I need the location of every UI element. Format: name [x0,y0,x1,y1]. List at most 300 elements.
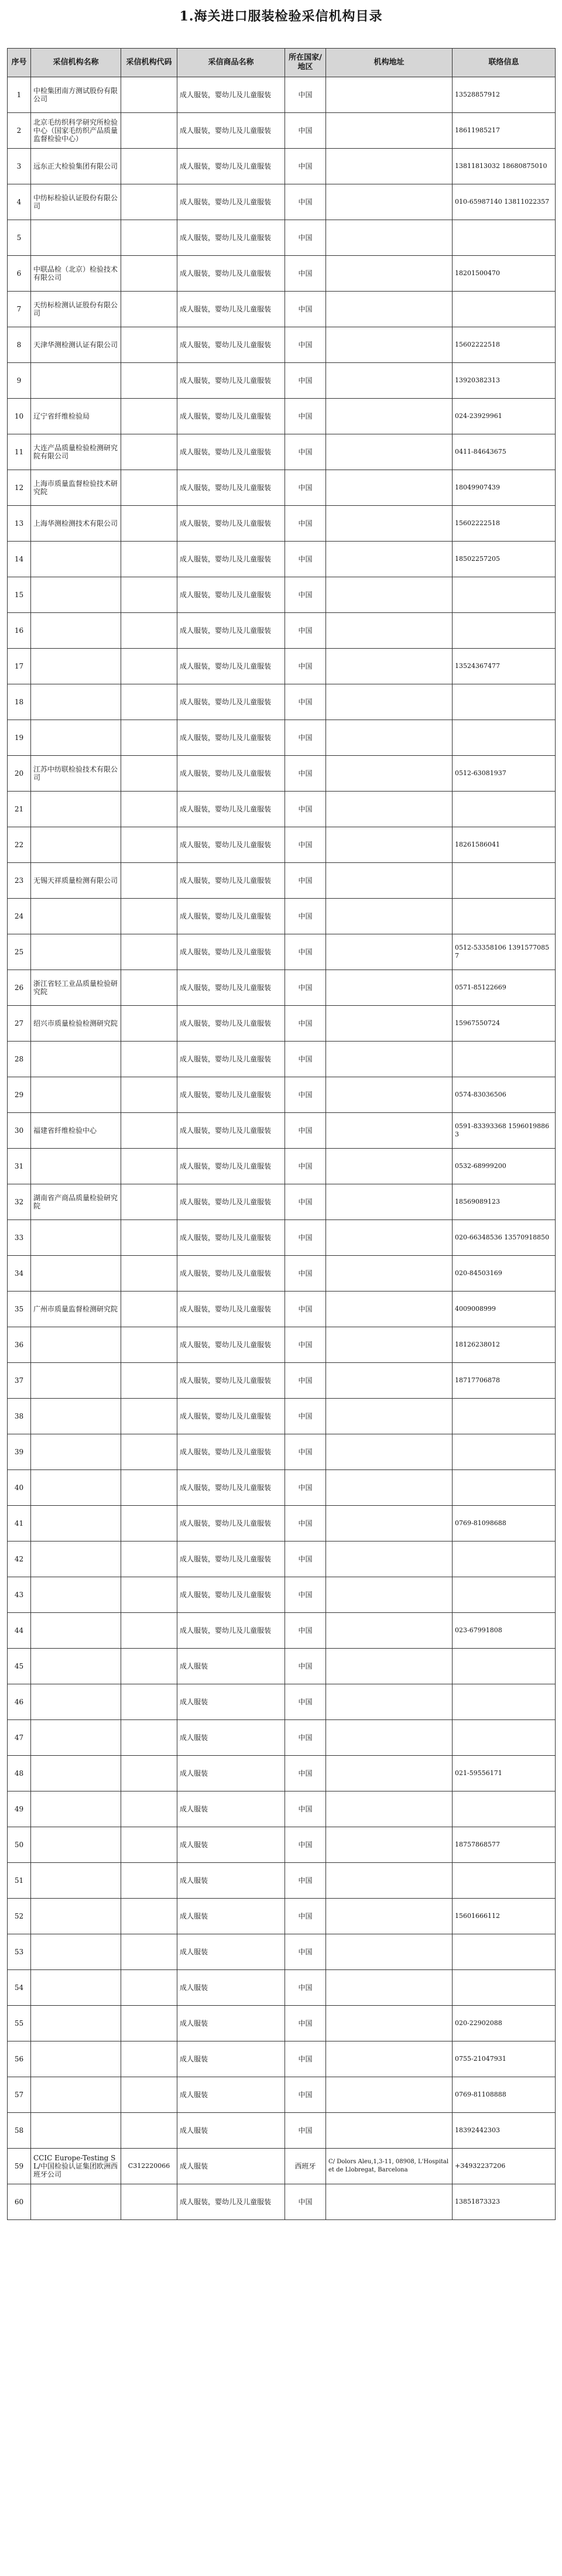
cell-address [326,1042,453,1077]
cell-goods: 成人服装，婴幼儿及儿童服装 [177,77,285,113]
cell-country: 中国 [285,1149,326,1184]
cell-contact: +34932237206 [453,2149,556,2184]
cell-country: 中国 [285,470,326,506]
cell-goods: 成人服装 [177,2113,285,2149]
cell-address [326,327,453,363]
cell-contact: 0769-81098688 [453,1506,556,1542]
cell-institution-code [121,1113,177,1149]
cell-goods: 成人服装 [177,1649,285,1684]
cell-address [326,1292,453,1327]
cell-country: 西班牙 [285,2149,326,2184]
cell-no: 30 [8,1113,31,1149]
cell-no: 25 [8,934,31,970]
cell-address [326,1542,453,1577]
cell-goods: 成人服装，婴幼儿及儿童服装 [177,1577,285,1613]
cell-no: 49 [8,1791,31,1827]
cell-institution-code [121,1363,177,1399]
cell-goods: 成人服装，婴幼儿及儿童服装 [177,1292,285,1327]
table-row [8,2149,556,2184]
cell-goods: 成人服装，婴幼儿及儿童服装 [177,792,285,827]
cell-country: 中国 [285,649,326,684]
cell-goods: 成人服装，婴幼儿及儿童服装 [177,827,285,863]
cell-institution-name [31,1970,121,2006]
cell-institution-name [31,220,121,256]
cell-goods: 成人服装 [177,2041,285,2077]
cell-no: 28 [8,1042,31,1077]
cell-institution-name [31,1470,121,1506]
cell-institution-name [31,1791,121,1827]
cell-no: 5 [8,220,31,256]
cell-goods: 成人服装，婴幼儿及儿童服装 [177,506,285,542]
cell-institution-code [121,1149,177,1184]
cell-country: 中国 [285,2041,326,2077]
table-row [8,1899,556,1934]
cell-institution-name [31,649,121,684]
cell-no: 36 [8,1327,31,1363]
cell-country: 中国 [285,970,326,1006]
cell-goods: 成人服装 [177,2149,285,2184]
cell-address [326,1399,453,1434]
cell-country: 中国 [285,756,326,792]
cell-institution-code [121,149,177,184]
cell-country: 中国 [285,149,326,184]
table-row [8,1684,556,1720]
cell-contact: 13528857912 [453,77,556,113]
cell-institution-code [121,1863,177,1899]
cell-contact: 18126238012 [453,1327,556,1363]
cell-address [326,292,453,327]
cell-institution-code [121,2113,177,2149]
cell-contact: 020-22902088 [453,2006,556,2041]
cell-no: 10 [8,399,31,434]
table-row [8,2006,556,2041]
cell-institution-name [31,1934,121,1970]
cell-no: 45 [8,1649,31,1684]
cell-institution-code [121,1006,177,1042]
cell-institution-code [121,1292,177,1327]
cell-institution-code [121,613,177,649]
cell-institution-code [121,399,177,434]
cell-address [326,2006,453,2041]
cell-contact: 15601666112 [453,1899,556,1934]
cell-address [326,613,453,649]
cell-goods: 成人服装，婴幼儿及儿童服装 [177,863,285,899]
cell-contact [453,899,556,934]
cell-country: 中国 [285,1220,326,1256]
cell-no: 41 [8,1506,31,1542]
cell-no: 29 [8,1077,31,1113]
cell-no: 43 [8,1577,31,1613]
table-row [8,792,556,827]
cell-country: 中国 [285,1470,326,1506]
document-title: 1.海关进口服装检验采信机构目录 [179,9,383,24]
cell-contact: 020-66348536 13570918850 [453,1220,556,1256]
cell-institution-name [31,2184,121,2220]
table-row [8,1006,556,1042]
cell-institution-name: 中检集团南方测试股份有限公司 [31,77,121,113]
cell-contact: 0512-53358106 13915770857 [453,934,556,970]
cell-institution-code [121,1077,177,1113]
cell-institution-code [121,2077,177,2113]
cell-institution-name [31,1684,121,1720]
cell-institution-name [31,1613,121,1649]
cell-goods: 成人服装，婴幼儿及儿童服装 [177,1363,285,1399]
cell-institution-name [31,1720,121,1756]
cell-contact [453,1042,556,1077]
cell-goods: 成人服装 [177,1863,285,1899]
cell-institution-code [121,1220,177,1256]
cell-institution-name [31,1542,121,1577]
cell-institution-name: 上海市质量监督检验技术研究院 [31,470,121,506]
cell-address [326,220,453,256]
cell-address [326,684,453,720]
cell-institution-name [31,363,121,399]
cell-institution-code [121,327,177,363]
cell-contact: 18502257205 [453,542,556,577]
table-body [8,77,556,2220]
cell-no: 4 [8,184,31,220]
cell-institution-code [121,1042,177,1077]
cell-contact [453,577,556,613]
cell-institution-code [121,792,177,827]
cell-no: 33 [8,1220,31,1256]
cell-address [326,1077,453,1113]
cell-institution-code [121,1256,177,1292]
header-cell-name: 采信机构名称 [31,49,121,77]
table-row [8,1791,556,1827]
cell-no: 57 [8,2077,31,2113]
cell-country: 中国 [285,1506,326,1542]
header-cell-country: 所在国家/地区 [285,49,326,77]
cell-no: 19 [8,720,31,756]
cell-address [326,399,453,434]
cell-institution-code [121,1791,177,1827]
cell-institution-code [121,542,177,577]
cell-address [326,1327,453,1363]
table-row [8,220,556,256]
cell-institution-name [31,1363,121,1399]
cell-goods: 成人服装 [177,1899,285,1934]
cell-no: 56 [8,2041,31,2077]
cell-contact: 18201500470 [453,256,556,292]
cell-no: 16 [8,613,31,649]
cell-goods: 成人服装，婴幼儿及儿童服装 [177,970,285,1006]
header-cell-address: 机构地址 [326,49,453,77]
cell-goods: 成人服装，婴幼儿及儿童服装 [177,327,285,363]
cell-institution-code [121,863,177,899]
cell-address [326,1006,453,1042]
cell-no: 26 [8,970,31,1006]
cell-contact [453,720,556,756]
cell-contact: 18049907439 [453,470,556,506]
cell-institution-name [31,577,121,613]
cell-contact [453,613,556,649]
cell-country: 中国 [285,113,326,149]
cell-address [326,2113,453,2149]
cell-address [326,470,453,506]
cell-institution-code [121,506,177,542]
table-row [8,542,556,577]
cell-contact: 13811813032 18680875010 [453,149,556,184]
cell-contact: 024-23929961 [453,399,556,434]
cell-goods: 成人服装，婴幼儿及儿童服装 [177,542,285,577]
cell-country: 中国 [285,1363,326,1399]
cell-no: 58 [8,2113,31,2149]
cell-goods: 成人服装，婴幼儿及儿童服装 [177,756,285,792]
cell-institution-name [31,1399,121,1434]
cell-institution-code [121,256,177,292]
cell-no: 22 [8,827,31,863]
cell-contact: 0574-83036506 [453,1077,556,1113]
header-cell-no: 序号 [8,49,31,77]
cell-goods: 成人服装，婴幼儿及儿童服装 [177,1613,285,1649]
table-row [8,1077,556,1113]
cell-no: 34 [8,1256,31,1292]
table-row [8,363,556,399]
cell-institution-code [121,1827,177,1863]
cell-country: 中国 [285,542,326,577]
cell-address [326,934,453,970]
table-row [8,2113,556,2149]
cell-country: 中国 [285,1042,326,1077]
table-row [8,1649,556,1684]
table-row [8,1506,556,1542]
cell-country: 中国 [285,1934,326,1970]
cell-country: 中国 [285,684,326,720]
cell-country: 中国 [285,934,326,970]
cell-institution-code [121,470,177,506]
cell-goods: 成人服装，婴幼儿及儿童服装 [177,1470,285,1506]
cell-no: 39 [8,1434,31,1470]
cell-address [326,1863,453,1899]
cell-institution-code [121,363,177,399]
cell-goods: 成人服装，婴幼儿及儿童服装 [177,720,285,756]
cell-no: 35 [8,1292,31,1327]
cell-institution-name [31,613,121,649]
cell-institution-name [31,1756,121,1791]
cell-address [326,1613,453,1649]
table-header [8,49,556,77]
cell-country: 中国 [285,1292,326,1327]
table-row [8,1934,556,1970]
cell-no: 48 [8,1756,31,1791]
cell-no: 38 [8,1399,31,1434]
cell-country: 中国 [285,792,326,827]
cell-institution-code [121,220,177,256]
cell-goods: 成人服装，婴幼儿及儿童服装 [177,1077,285,1113]
cell-address [326,2077,453,2113]
table-row [8,684,556,720]
cell-contact: 0769-81108888 [453,2077,556,2113]
cell-institution-code [121,1756,177,1791]
cell-institution-code [121,1613,177,1649]
table-row [8,256,556,292]
cell-institution-code [121,1649,177,1684]
cell-country: 中国 [285,184,326,220]
cell-goods: 成人服装 [177,1827,285,1863]
cell-contact [453,1863,556,1899]
cell-address [326,1899,453,1934]
cell-contact [453,684,556,720]
cell-contact: 18392442303 [453,2113,556,2149]
cell-institution-code [121,1542,177,1577]
table-row [8,184,556,220]
cell-country: 中国 [285,327,326,363]
cell-address [326,649,453,684]
cell-institution-name [31,827,121,863]
cell-institution-code [121,577,177,613]
cell-no: 6 [8,256,31,292]
cell-institution-code [121,649,177,684]
cell-institution-code [121,1506,177,1542]
cell-country: 中国 [285,506,326,542]
cell-goods: 成人服装 [177,1720,285,1756]
table-row [8,1970,556,2006]
cell-address [326,1149,453,1184]
table-row [8,292,556,327]
cell-contact: 0755-21047931 [453,2041,556,2077]
cell-institution-code [121,1899,177,1934]
table-row [8,1292,556,1327]
cell-address [326,184,453,220]
cell-institution-code [121,1970,177,2006]
table-row [8,2077,556,2113]
cell-contact: 023-67991808 [453,1613,556,1649]
cell-institution-name [31,1042,121,1077]
cell-contact [453,292,556,327]
cell-country: 中国 [285,1006,326,1042]
cell-contact: 13920382313 [453,363,556,399]
table-row [8,970,556,1006]
table-row [8,899,556,934]
table-row [8,1399,556,1434]
cell-goods: 成人服装，婴幼儿及儿童服装 [177,934,285,970]
table-row [8,1720,556,1756]
cell-contact [453,1970,556,2006]
cell-goods: 成人服装，婴幼儿及儿童服装 [177,1220,285,1256]
cell-country: 中国 [285,613,326,649]
cell-contact: 13851873323 [453,2184,556,2220]
cell-country: 中国 [285,2006,326,2041]
cell-institution-name [31,2041,121,2077]
cell-country: 中国 [285,363,326,399]
cell-no: 42 [8,1542,31,1577]
cell-no: 50 [8,1827,31,1863]
cell-contact [453,1720,556,1756]
cell-no: 52 [8,1899,31,1934]
cell-country: 中国 [285,1577,326,1613]
cell-country: 中国 [285,399,326,434]
table-row [8,77,556,113]
cell-goods: 成人服装，婴幼儿及儿童服装 [177,1184,285,1220]
cell-institution-code [121,434,177,470]
cell-goods: 成人服装，婴幼儿及儿童服装 [177,1434,285,1470]
cell-institution-code [121,2041,177,2077]
cell-goods: 成人服装，婴幼儿及儿童服装 [177,1256,285,1292]
cell-contact [453,863,556,899]
cell-contact [453,1934,556,1970]
cell-institution-name: 上海华测检测技术有限公司 [31,506,121,542]
cell-address [326,1791,453,1827]
cell-institution-code [121,970,177,1006]
cell-institution-name [31,2113,121,2149]
table-row [8,1256,556,1292]
cell-contact [453,1577,556,1613]
table-row [8,577,556,613]
table-row [8,649,556,684]
table-row [8,434,556,470]
table-row [8,2184,556,2220]
cell-country: 中国 [285,1970,326,2006]
cell-institution-name [31,1077,121,1113]
cell-no: 31 [8,1149,31,1184]
cell-address [326,863,453,899]
cell-no: 44 [8,1613,31,1649]
cell-address [326,1756,453,1791]
cell-no: 47 [8,1720,31,1756]
table-row [8,506,556,542]
cell-no: 53 [8,1934,31,1970]
cell-contact: 13524367477 [453,649,556,684]
table-row [8,1220,556,1256]
cell-no: 15 [8,577,31,613]
cell-address [326,1684,453,1720]
cell-address [326,1470,453,1506]
cell-institution-code [121,1327,177,1363]
cell-institution-name: 大连产品质量检验检测研究院有限公司 [31,434,121,470]
cell-country: 中国 [285,1863,326,1899]
cell-country: 中国 [285,1649,326,1684]
table-row [8,613,556,649]
cell-address [326,256,453,292]
cell-contact: 4009008999 [453,1292,556,1327]
cell-goods: 成人服装，婴幼儿及儿童服装 [177,1149,285,1184]
cell-goods: 成人服装，婴幼儿及儿童服装 [177,292,285,327]
table-row [8,1863,556,1899]
cell-contact [453,1434,556,1470]
table-row [8,720,556,756]
cell-contact: 0571-85122669 [453,970,556,1006]
cell-country: 中国 [285,827,326,863]
cell-institution-code [121,934,177,970]
cell-institution-code [121,1434,177,1470]
cell-no: 3 [8,149,31,184]
cell-institution-name [31,1149,121,1184]
cell-no: 23 [8,863,31,899]
cell-address [326,2041,453,2077]
cell-no: 12 [8,470,31,506]
cell-contact: 18717706878 [453,1363,556,1399]
cell-institution-name [31,684,121,720]
cell-contact [453,1791,556,1827]
cell-no: 8 [8,327,31,363]
cell-country: 中国 [285,1077,326,1113]
cell-institution-name: 中纺标检验认证股份有限公司 [31,184,121,220]
cell-no: 32 [8,1184,31,1220]
cell-institution-name: 江苏中纺联检验技术有限公司 [31,756,121,792]
cell-address [326,720,453,756]
cell-country: 中国 [285,577,326,613]
cell-institution-name [31,792,121,827]
cell-goods: 成人服装，婴幼儿及儿童服装 [177,113,285,149]
cell-country: 中国 [285,1791,326,1827]
cell-no: 54 [8,1970,31,2006]
cell-address [326,1184,453,1220]
cell-institution-name [31,1649,121,1684]
cell-institution-code [121,77,177,113]
cell-contact: 021-59556171 [453,1756,556,1791]
cell-country: 中国 [285,1827,326,1863]
